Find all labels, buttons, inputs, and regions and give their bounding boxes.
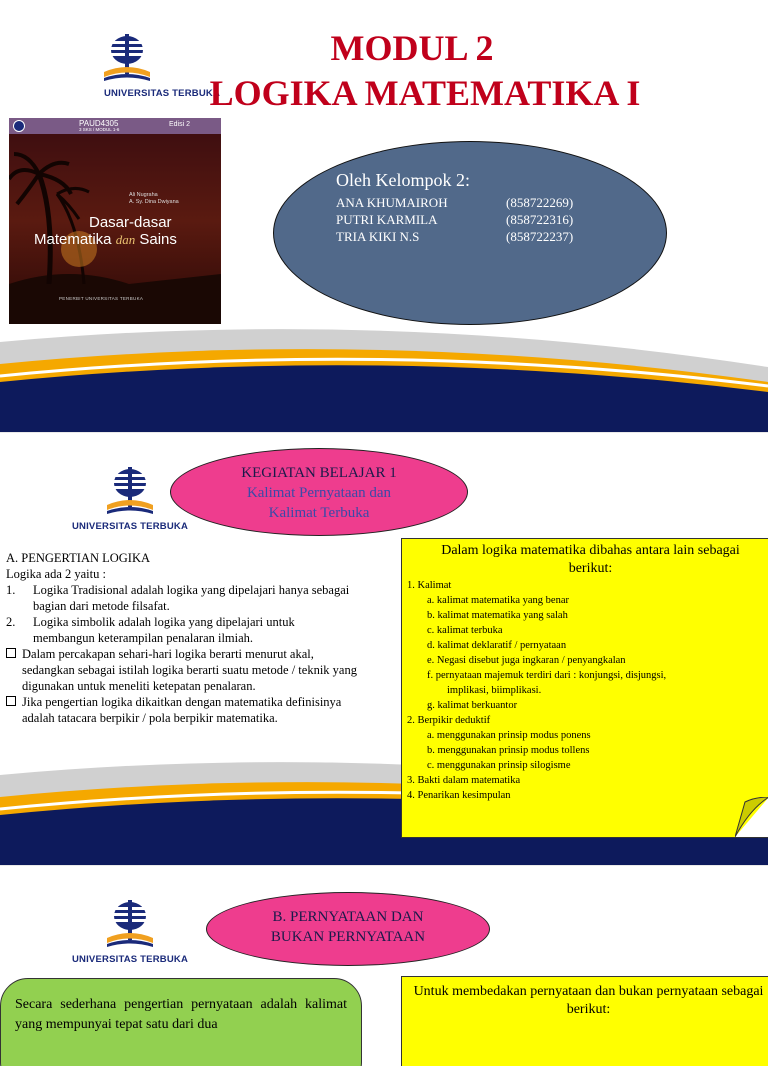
member-nim: (858722237) <box>506 229 574 244</box>
badge-line2: Kalimat Pernyataan dan <box>246 485 392 501</box>
book-title-word-1: Matematika <box>34 231 112 248</box>
list-num: 2. <box>6 615 16 629</box>
slide-1 <box>0 0 768 432</box>
book-authors <box>129 192 179 206</box>
logo-text: UNIVERSITAS TERBUKA <box>71 521 189 532</box>
member-nim: (858722316) <box>506 212 574 227</box>
member-name: ANA KHUMAIROH <box>336 195 448 210</box>
book-author-1: Ali Nugraha <box>129 192 158 198</box>
book-title-word-2: dan <box>115 232 136 247</box>
group-ellipse <box>273 141 667 325</box>
list-text: Logika Tradisional adalah logika yang dipelajari hanya sebagai bagian dari metode filsafat. <box>33 583 350 613</box>
badge-line1: KEGIATAN BELAJAR 1 <box>241 465 397 481</box>
member-nim: (858722269) <box>506 195 574 210</box>
pernyataan-badge <box>206 892 490 966</box>
list-item <box>6 646 358 694</box>
member-name: TRIA KIKI N.S <box>336 229 420 244</box>
note-line: c. kalimat terbuka <box>427 625 503 636</box>
list-item <box>6 614 358 646</box>
note-title: Dalam logika matematika dibahas antara lain sebagai berikut: <box>441 543 740 576</box>
note-line: 1. Kalimat <box>407 580 452 591</box>
section-heading: A. PENGERTIAN LOGIKA <box>6 551 151 565</box>
criteria-note <box>401 976 768 1066</box>
note-line: c. menggunakan prinsip silogisme <box>427 760 571 771</box>
note-line: a. menggunakan prinsip modus ponens <box>427 730 591 741</box>
note-line: e. Negasi disebut juga ingkaran / penyangkalan <box>427 655 626 666</box>
ut-emblem-icon <box>60 896 200 954</box>
book-title-line1: Dasar-dasar <box>89 214 172 231</box>
slide-2 <box>0 433 768 865</box>
group-heading: Oleh Kelompok 2: <box>336 170 470 190</box>
member-row <box>336 228 573 245</box>
book-logo-icon <box>13 120 25 132</box>
list-text: Logika simbolik adalah logika yang dipelajari untuk membangun keterampilan penalaran ilmiah. <box>33 615 295 645</box>
logo-text: UNIVERSITAS TERBUKA <box>71 954 189 965</box>
list-text: Dalam percakapan sehari-hari logika berarti menurut akal, sedangkan sebagai istilah logika berarti suatu metode / teknik yang digunakan untuk meneliti ketepatan penalaran. <box>22 647 357 693</box>
note-title: Untuk membedakan pernyataan dan bukan pernyataan sebagai berikut: <box>413 984 764 1017</box>
topics-note <box>401 538 768 838</box>
book-publisher: PENERBIT UNIVERSITAS TERBUKA <box>59 296 144 301</box>
book-title-word-3: Sains <box>139 231 177 248</box>
book-code: PAUD4305 <box>79 119 119 128</box>
definition-box <box>0 978 362 1066</box>
definition-text: Secara sederhana pengertian pernyataan adalah kalimat yang mempunyai tepat satu dari dua <box>15 997 347 1032</box>
badge-line2: BUKAN PERNYATAAN <box>270 929 426 945</box>
book-edisi: Edisi 2 <box>169 121 191 128</box>
ut-logo <box>60 896 200 976</box>
member-row <box>336 194 573 211</box>
book-title-line2 <box>34 231 177 248</box>
note-line: 2. Berpikir deduktif <box>407 715 491 726</box>
page-curl-icon <box>735 797 768 837</box>
slide-title-line2: LOGIKA MATEMATIKA I <box>209 73 641 113</box>
note-lines <box>402 578 768 803</box>
book-cover <box>9 118 221 324</box>
note-line: g. kalimat berkuantor <box>427 700 518 711</box>
pengertian-logika <box>6 550 358 726</box>
note-line: d. kalimat deklaratif / pernyataan <box>427 640 567 651</box>
note-line: f. pernyataan majemuk terdiri dari : konjungsi, disjungsi, <box>427 670 667 681</box>
member-name: PUTRI KARMILA <box>336 212 438 227</box>
note-line: b. menggunakan prinsip modus tollens <box>427 745 590 756</box>
note-line: b. kalimat matematika yang salah <box>427 610 568 621</box>
list-num: 1. <box>6 583 16 597</box>
section-intro: Logika ada 2 yaitu : <box>6 567 106 581</box>
badge-line1: B. PERNYATAAN DAN <box>272 909 424 925</box>
checkbox-bullet-icon <box>6 694 22 726</box>
list-item <box>6 582 358 614</box>
kegiatan-badge <box>170 448 468 536</box>
book-author-2: A. Sy. Dina Dwiyana <box>129 199 179 205</box>
note-line: implikasi, biimplikasi. <box>447 685 542 696</box>
list-item <box>6 694 358 726</box>
checkbox-bullet-icon <box>6 646 22 694</box>
list-text: Jika pengertian logika dikaitkan dengan matematika definisinya adalah tatacara berpikir / pola berpikir matematika. <box>22 695 342 725</box>
badge-line3: Kalimat Terbuka <box>268 505 370 521</box>
book-sks: 3 SKS / MODUL 1-6 <box>79 127 120 132</box>
note-line: 4. Penarikan kesimpulan <box>407 790 511 801</box>
slide-title-line1: MODUL 2 <box>330 28 494 68</box>
group-members <box>336 194 573 245</box>
note-line: a. kalimat matematika yang benar <box>427 595 569 606</box>
slide-3 <box>0 866 768 1066</box>
slide-footer-wave <box>0 322 768 432</box>
logo-text: UNIVERSITAS TERBUKA <box>103 88 221 99</box>
member-row <box>336 211 573 228</box>
note-line: 3. Bakti dalam matematika <box>407 775 521 786</box>
